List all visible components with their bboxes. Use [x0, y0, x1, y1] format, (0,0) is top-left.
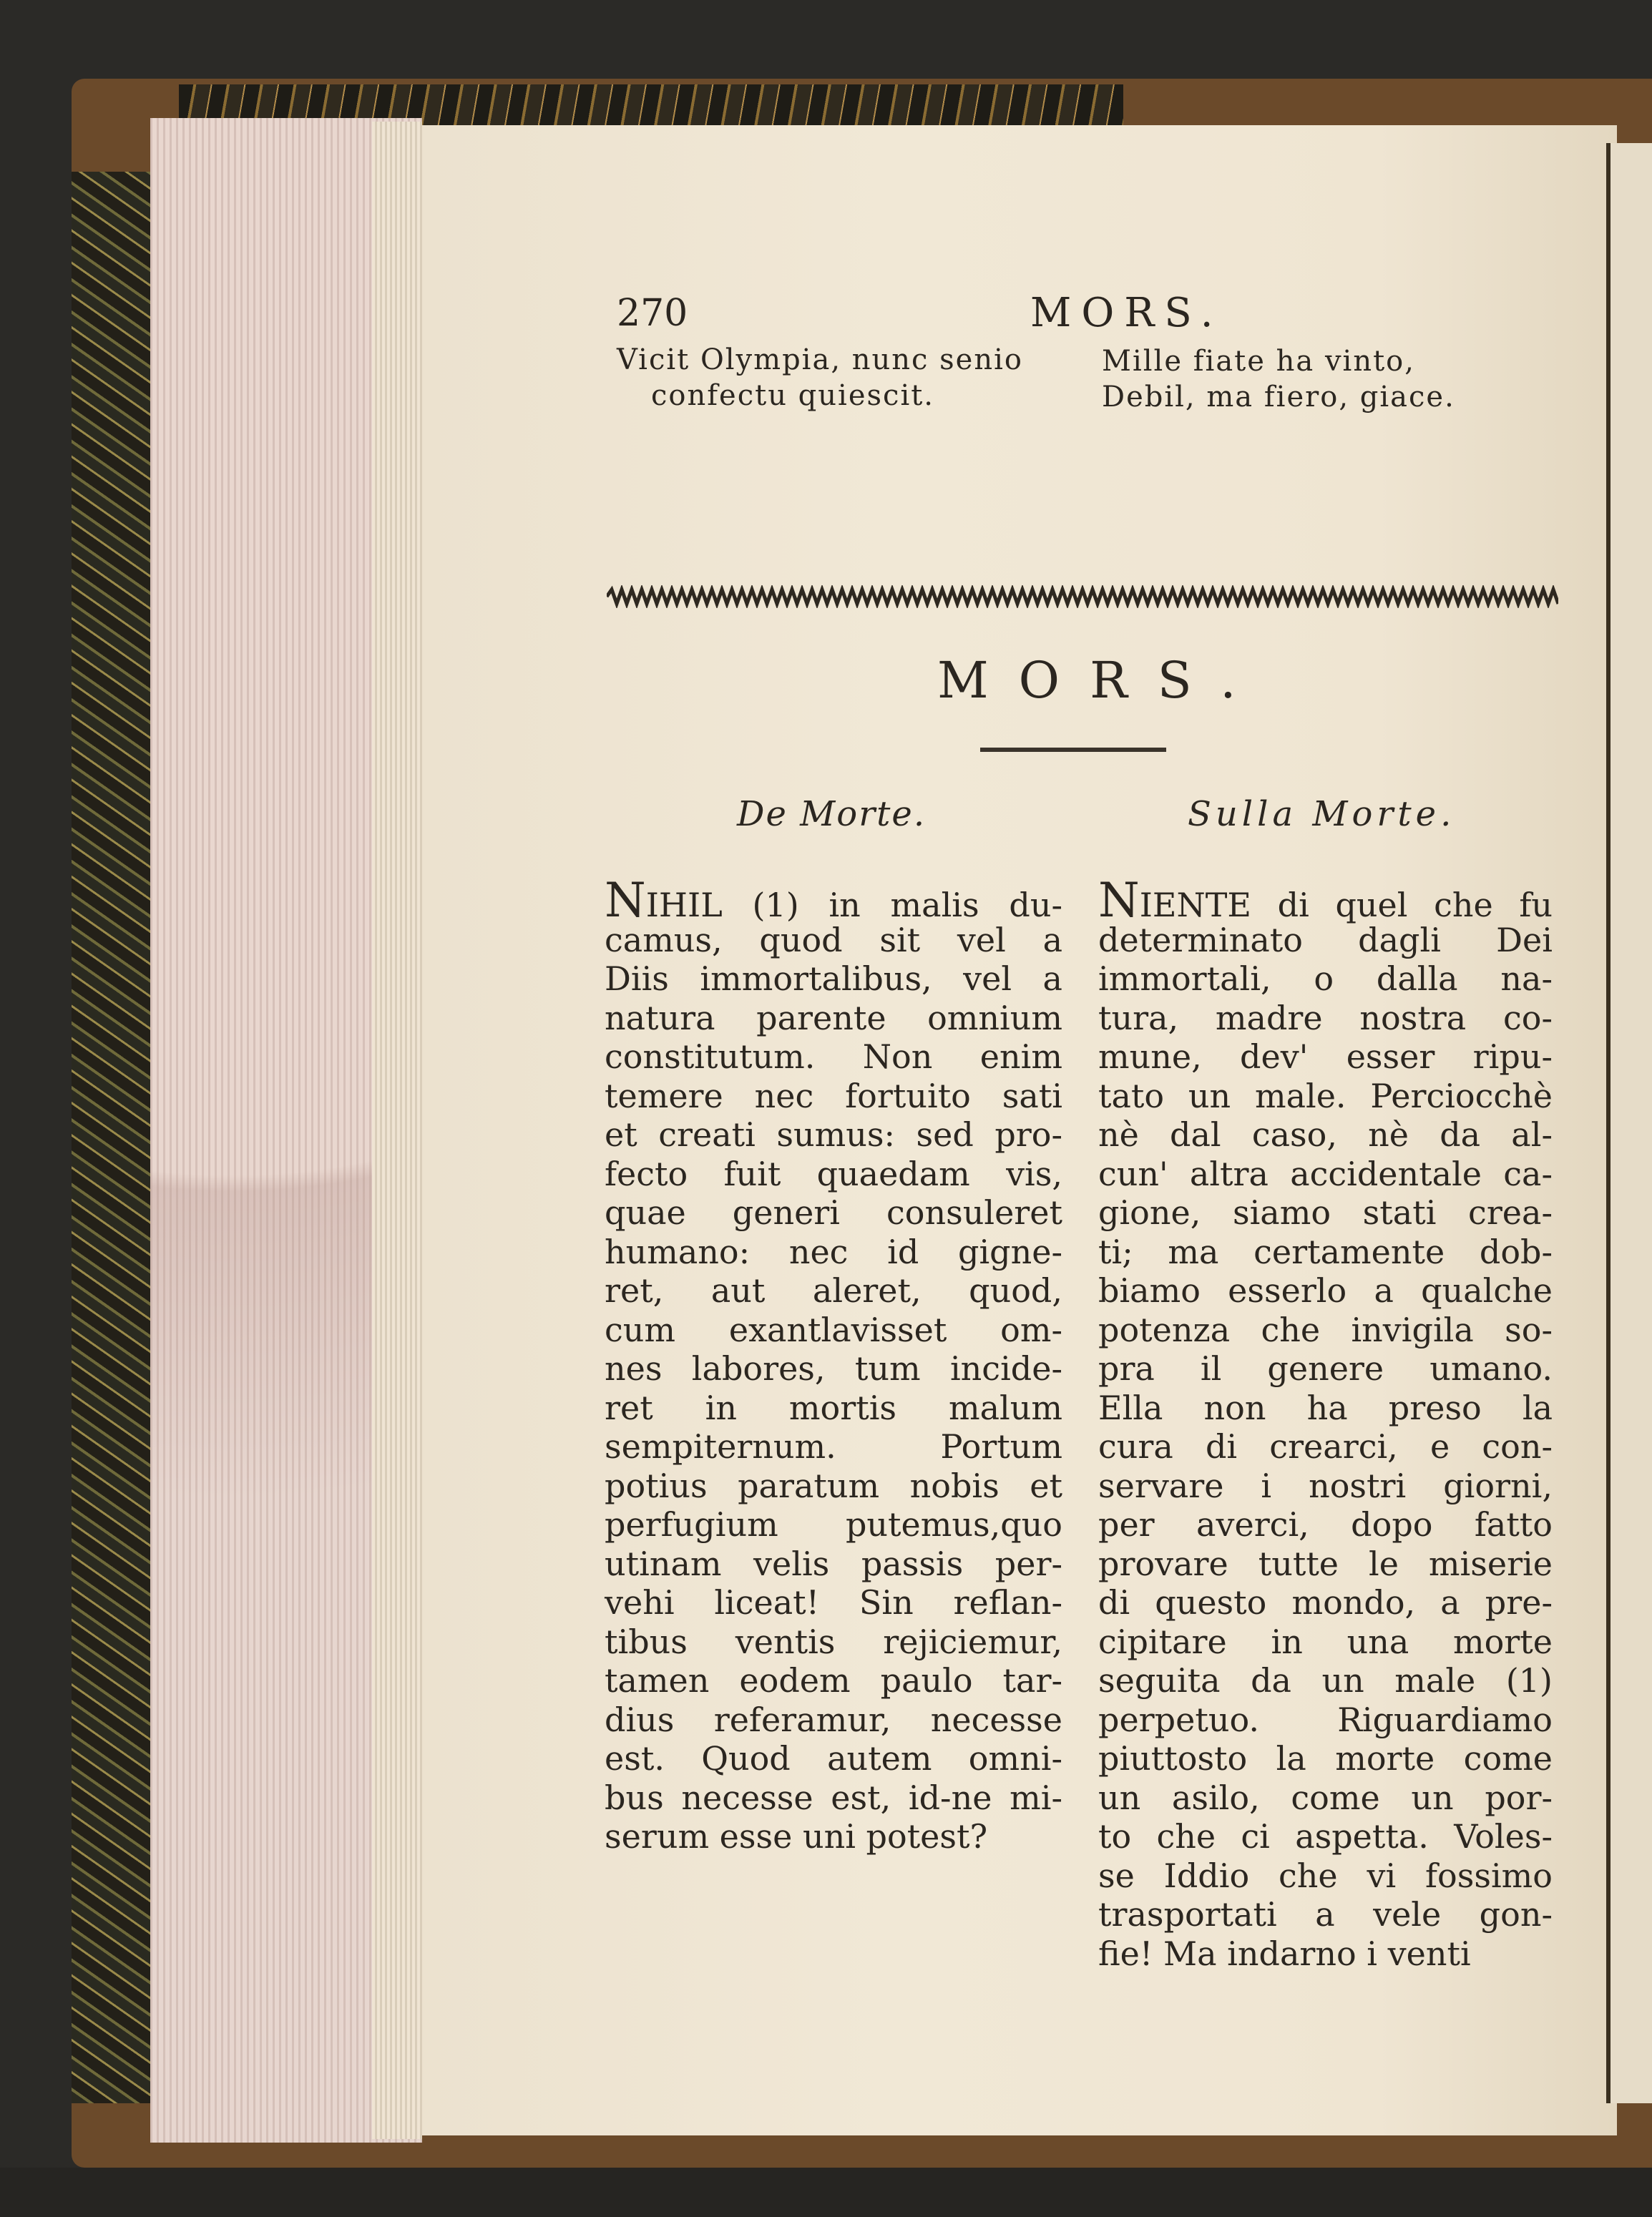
italian-line — [1098, 1271, 1553, 1311]
latin-line — [605, 1077, 1062, 1116]
line-text: serum esse uni potest? — [605, 1817, 988, 1856]
line-text: bus necesse est, id-ne mi- — [605, 1778, 1062, 1817]
line-text: gione, siamo stati crea- — [1098, 1193, 1553, 1232]
line-text: potenza che invigila so- — [1098, 1310, 1553, 1349]
line-text: IENTE di quel che fu — [1139, 886, 1553, 924]
line-text: est. Quod autem omni- — [605, 1739, 1062, 1778]
latin-line — [605, 1233, 1062, 1272]
line-text: seguita da un male (1) — [1098, 1661, 1553, 1700]
line-text: mune, dev' esser ripu- — [1098, 1037, 1553, 1076]
line-text: cum exantlavisset om- — [605, 1310, 1062, 1349]
line-text: perpetuo. Riguardiamo — [1098, 1700, 1553, 1739]
italian-line — [1098, 921, 1553, 960]
latin-column — [605, 873, 1062, 1856]
latin-line — [605, 959, 1062, 999]
italian-line — [1098, 1739, 1553, 1778]
latin-line — [605, 1505, 1062, 1545]
line-text: servare i nostri giorni, — [1098, 1466, 1553, 1505]
italian-line — [1098, 1700, 1553, 1740]
running-title: MORS. — [1030, 290, 1223, 336]
line-text: cipitare in una morte — [1098, 1622, 1553, 1661]
line-text: nes labores, tum incide- — [605, 1349, 1062, 1388]
line-text: potius paratum nobis et — [605, 1466, 1062, 1505]
page-stack-edge — [372, 122, 422, 2139]
facing-page-edge — [1606, 143, 1652, 2103]
italian-line — [1098, 1661, 1553, 1700]
italian-line — [1098, 1311, 1553, 1350]
page-number: 270 — [617, 292, 688, 335]
section-title: MORS. — [937, 651, 1266, 710]
italian-line — [1098, 1077, 1553, 1116]
italian-line — [1098, 1934, 1553, 1974]
line-text: fecto fuit quaedam vis, — [605, 1154, 1062, 1193]
line-text: dius referamur, necesse — [605, 1700, 1062, 1739]
line-text: sempiternum. Portum — [605, 1427, 1062, 1466]
latin-line — [605, 1545, 1062, 1584]
italian-line — [1098, 1778, 1553, 1818]
latin-line — [605, 1311, 1062, 1350]
caption-latin-line-2: confectu quiescit. — [651, 379, 935, 412]
subtitle-italian: Sulla Morte. — [1188, 794, 1456, 834]
line-text: vehi liceat! Sin reflan- — [605, 1583, 1062, 1622]
latin-line — [605, 1193, 1062, 1233]
line-text: quae generi consuleret — [605, 1193, 1062, 1232]
line-text: ret in mortis malum — [605, 1388, 1062, 1427]
line-text: ti; ma certamente dob- — [1098, 1232, 1553, 1271]
italian-line — [1098, 1623, 1553, 1662]
caption-italian-line-1: Mille fiate ha vinto, — [1102, 345, 1415, 378]
italian-line — [1098, 1895, 1553, 1934]
drop-initial: N — [1098, 873, 1140, 928]
line-text: IHIL (1) in malis du- — [645, 886, 1062, 924]
caption-latin-line-1: Vicit Olympia, nunc senio — [617, 343, 1023, 376]
line-text: tura, madre nostra co- — [1098, 998, 1553, 1037]
line-text: fie! Ma indarno i venti — [1098, 1934, 1471, 1973]
subtitle-latin: De Morte. — [737, 794, 927, 834]
italian-line — [1098, 1155, 1553, 1194]
italian-line — [1098, 1505, 1553, 1545]
line-text: se Iddio che vi fossimo — [1098, 1856, 1553, 1895]
latin-line — [605, 999, 1062, 1038]
italian-line — [1098, 1467, 1553, 1506]
line-text: tibus ventis rejiciemur, — [605, 1622, 1062, 1661]
latin-line — [605, 1271, 1062, 1311]
line-text: et creati sumus: sed pro- — [605, 1115, 1062, 1154]
line-text: tamen eodem paulo tar- — [605, 1661, 1062, 1700]
latin-line — [605, 921, 1062, 960]
latin-line — [605, 1817, 1062, 1856]
line-text: cura di crearci, e con- — [1098, 1427, 1553, 1466]
line-text: immortali, o dalla na- — [1098, 959, 1553, 998]
line-text: tato un male. Perciocchè — [1098, 1076, 1553, 1115]
latin-line — [605, 1778, 1062, 1818]
italian-line — [1098, 1193, 1553, 1233]
latin-line — [605, 1155, 1062, 1194]
caption-italian-line-2: Debil, ma fiero, giace. — [1102, 381, 1455, 413]
line-text: humano: nec id gigne- — [605, 1232, 1062, 1271]
line-text: provare tutte le miserie — [1098, 1544, 1553, 1583]
italian-line — [1098, 1545, 1553, 1584]
latin-line — [605, 1389, 1062, 1428]
wavy-divider — [607, 585, 1558, 608]
line-text: biamo esserlo a qualche — [1098, 1271, 1553, 1310]
italian-line — [1098, 1817, 1553, 1856]
latin-line — [605, 1115, 1062, 1155]
latin-line — [605, 1349, 1062, 1389]
italian-line — [1098, 1427, 1553, 1467]
line-text: temere nec fortuito sati — [605, 1076, 1062, 1115]
latin-line — [605, 1467, 1062, 1506]
line-text: cun' altra accidentale ca- — [1098, 1154, 1553, 1193]
line-text: to che ci aspetta. Voles- — [1098, 1817, 1553, 1856]
italian-line — [1098, 1583, 1553, 1623]
italian-line — [1098, 873, 1553, 928]
italian-line — [1098, 1115, 1553, 1155]
line-text: nè dal caso, nè da al- — [1098, 1115, 1553, 1154]
background-bottom — [0, 2168, 1652, 2217]
latin-line — [605, 1739, 1062, 1778]
drop-initial: N — [605, 873, 646, 928]
latin-line — [605, 1623, 1062, 1662]
latin-line — [605, 1427, 1062, 1467]
italian-column — [1098, 873, 1553, 1973]
line-text: per averci, dopo fatto — [1098, 1505, 1553, 1544]
latin-line — [605, 1583, 1062, 1623]
latin-line — [605, 1661, 1062, 1700]
line-text: perfugium putemus,quo — [605, 1505, 1062, 1544]
italian-line — [1098, 1037, 1553, 1077]
italian-line — [1098, 999, 1553, 1038]
italian-line — [1098, 1856, 1553, 1896]
line-text: ret, aut aleret, quod, — [605, 1271, 1062, 1310]
line-text: natura parente omnium — [605, 998, 1062, 1037]
latin-line — [605, 1700, 1062, 1740]
line-text: pra il genere umano. — [1098, 1349, 1553, 1388]
line-text: determinato dagli Dei — [1098, 920, 1553, 959]
line-text: piuttosto la morte come — [1098, 1739, 1553, 1778]
latin-line — [605, 1037, 1062, 1077]
line-text: Ella non ha preso la — [1098, 1388, 1553, 1427]
line-text: un asilo, come un por- — [1098, 1778, 1553, 1817]
italian-line — [1098, 1349, 1553, 1389]
title-rule — [980, 748, 1166, 752]
line-text: utinam velis passis per- — [605, 1544, 1062, 1583]
marbled-cover-edge — [72, 172, 157, 2103]
italian-line — [1098, 1233, 1553, 1272]
italian-line — [1098, 1389, 1553, 1428]
italian-line — [1098, 959, 1553, 999]
line-text: camus, quod sit vel a — [605, 920, 1062, 959]
line-text: Diis immortalibus, vel a — [605, 959, 1062, 998]
line-text: di questo mondo, a pre- — [1098, 1583, 1553, 1622]
line-text: trasportati a vele gon- — [1098, 1895, 1553, 1934]
line-text: constitutum. Non enim — [605, 1037, 1062, 1076]
latin-line — [605, 873, 1062, 928]
